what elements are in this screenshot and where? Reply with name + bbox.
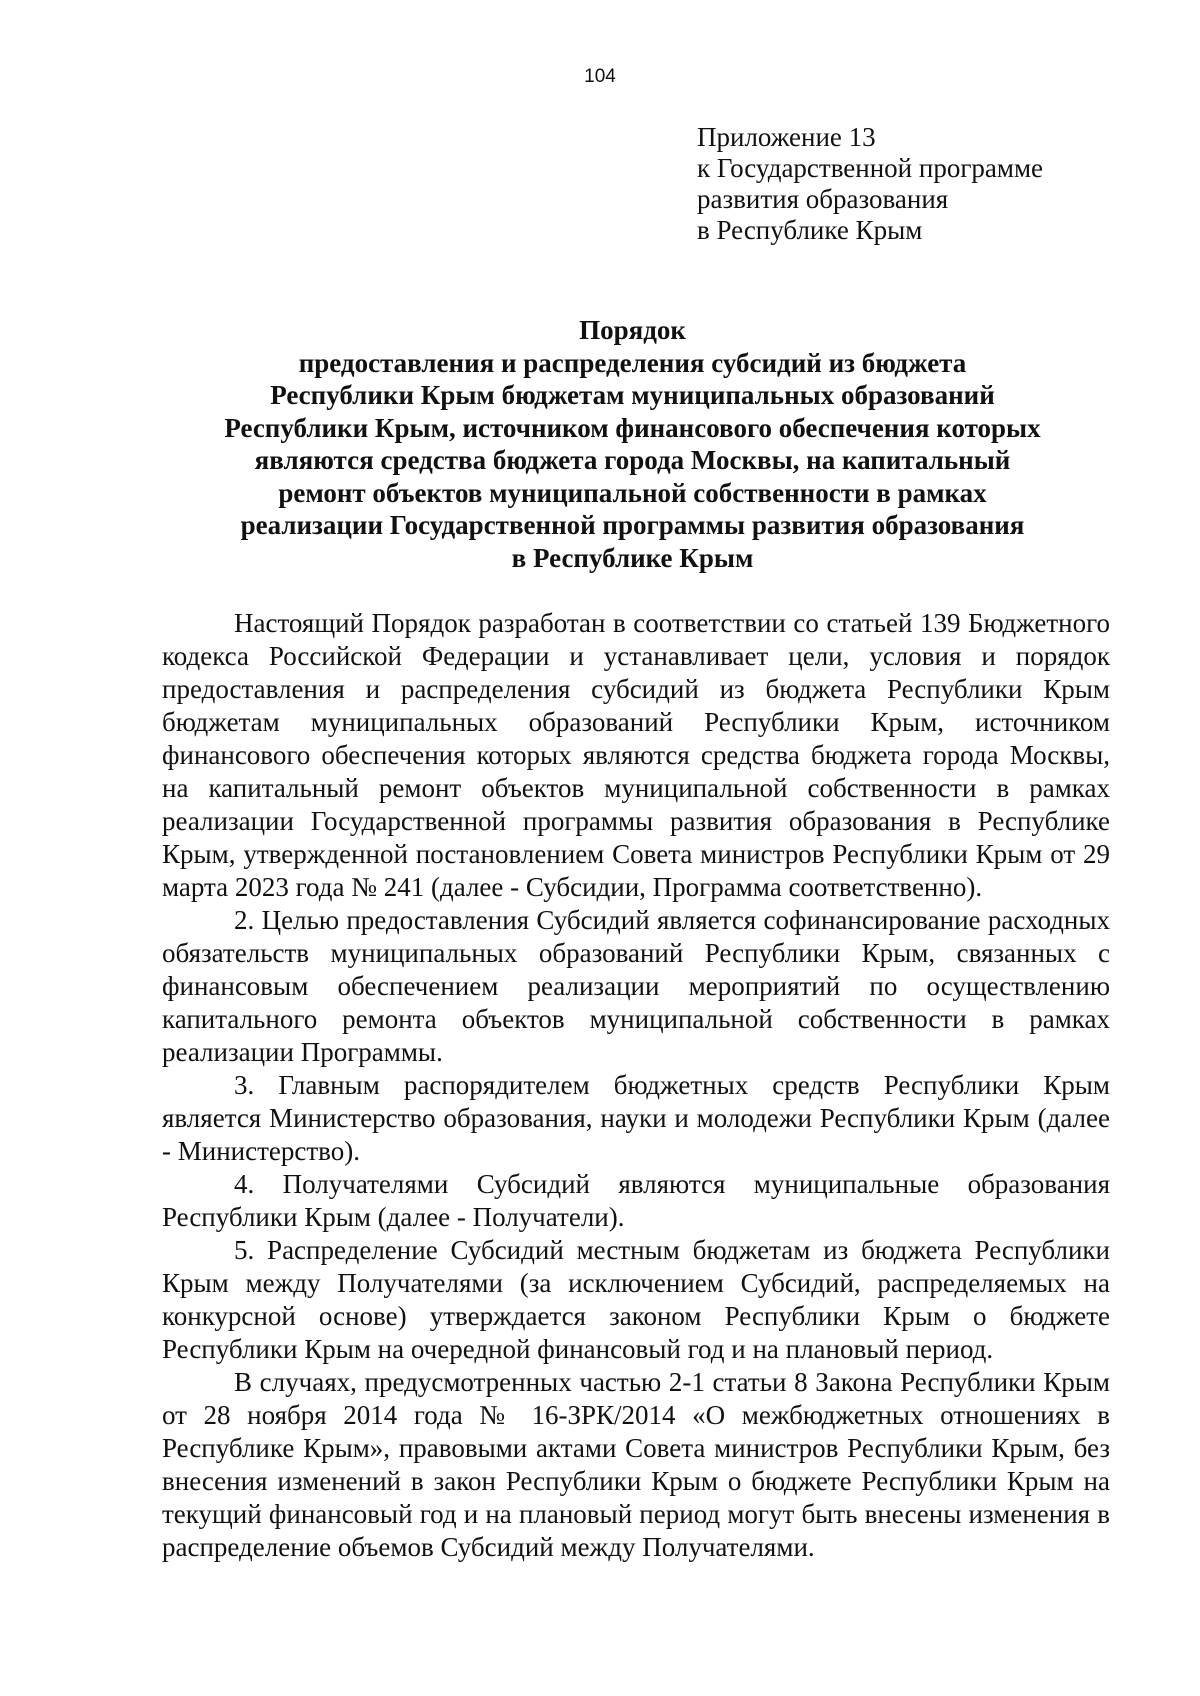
appendix-line: Приложение 13 <box>697 122 876 152</box>
title-line: предоставления и распределения субсидий из бюджета <box>298 347 967 378</box>
page-number: 104 <box>584 66 616 87</box>
appendix-line: в Республике Крым <box>697 215 923 245</box>
title-line: являются средства бюджета города Москвы, на капитальный <box>254 445 1011 475</box>
paragraph-3: 3. Главным распорядителем бюджетных средств Республики Крым является Министерство образования, науки и молодежи Республики Крым (далее - Министерство). <box>162 1070 1110 1166</box>
title-line: ремонт объектов муниципальной собственности в рамках <box>278 477 987 508</box>
appendix-line: к Государственной программе <box>697 153 1044 183</box>
document-title <box>150 314 1115 574</box>
paragraph-4: 4. Получателями Субсидий являются муниципальные образования Республики Крым (далее - Получатели). <box>162 1169 1110 1232</box>
paragraph-2: 2. Целью предоставления Субсидий является софинансирование расходных обязательств муниципальных образований Республики Крым, связанных с финансовым обеспечением реализации мероприятий по осуществлению капитального ремонта объектов муниципальной собственности в рамках реализации Программы. <box>162 905 1110 1067</box>
title-line: Республики Крым, источником финансового обеспечения которых <box>224 412 1041 443</box>
title-line: Республики Крым бюджетам муниципальных образований <box>270 380 995 410</box>
title-line: в Республике Крым <box>511 542 754 573</box>
paragraph-intro: Настоящий Порядок разработан в соответствии со статьей 139 Бюджетного кодекса Российской Федерации и устанавливает цели, условия и порядок предоставления и распределения субсидий из бюджета Республики Крым бюджетам муниципальных образований Республики Крым, источником финансового обеспечения которых являются средства бюджета города Москвы, на капитальный ремонт объектов муниципальной собственности в рамках реализации Государственной программы развития образования в Республике Крым, утвержденной постановлением Совета министров Республики Крым от 29 марта 2023 года № 241 (далее - Субсидии, Программа соответственно). <box>162 608 1110 902</box>
title-heading: Порядок <box>579 315 686 345</box>
document-body <box>162 607 1110 1564</box>
appendix-line: развития образования <box>697 184 949 214</box>
appendix-note <box>697 122 1043 246</box>
paragraph-5-cases: В случаях, предусмотренных частью 2-1 статьи 8 Закона Республики Крым от 28 ноября 2014 года № 16-ЗРК/2014 «О межбюджетных отношениях в Республике Крым», правовыми актами Совета министров Республики Крым, без внесения изменений в закон Республики Крым о бюджете Республики Крым на текущий финансовый год и на плановый период могут быть внесены изменения в распределение объемов Субсидий между Получателями. <box>162 1367 1110 1562</box>
title-line: реализации Государственной программы развития образования <box>240 510 1025 540</box>
paragraph-5: 5. Распределение Субсидий местным бюджетам из бюджета Республики Крым между Получателями (за исключением Субсидий, распределяемых на конкурсной основе) утверждается законом Республики Крым о бюджете Республики Крым на очередной финансовый год и на плановый период. <box>162 1235 1110 1364</box>
